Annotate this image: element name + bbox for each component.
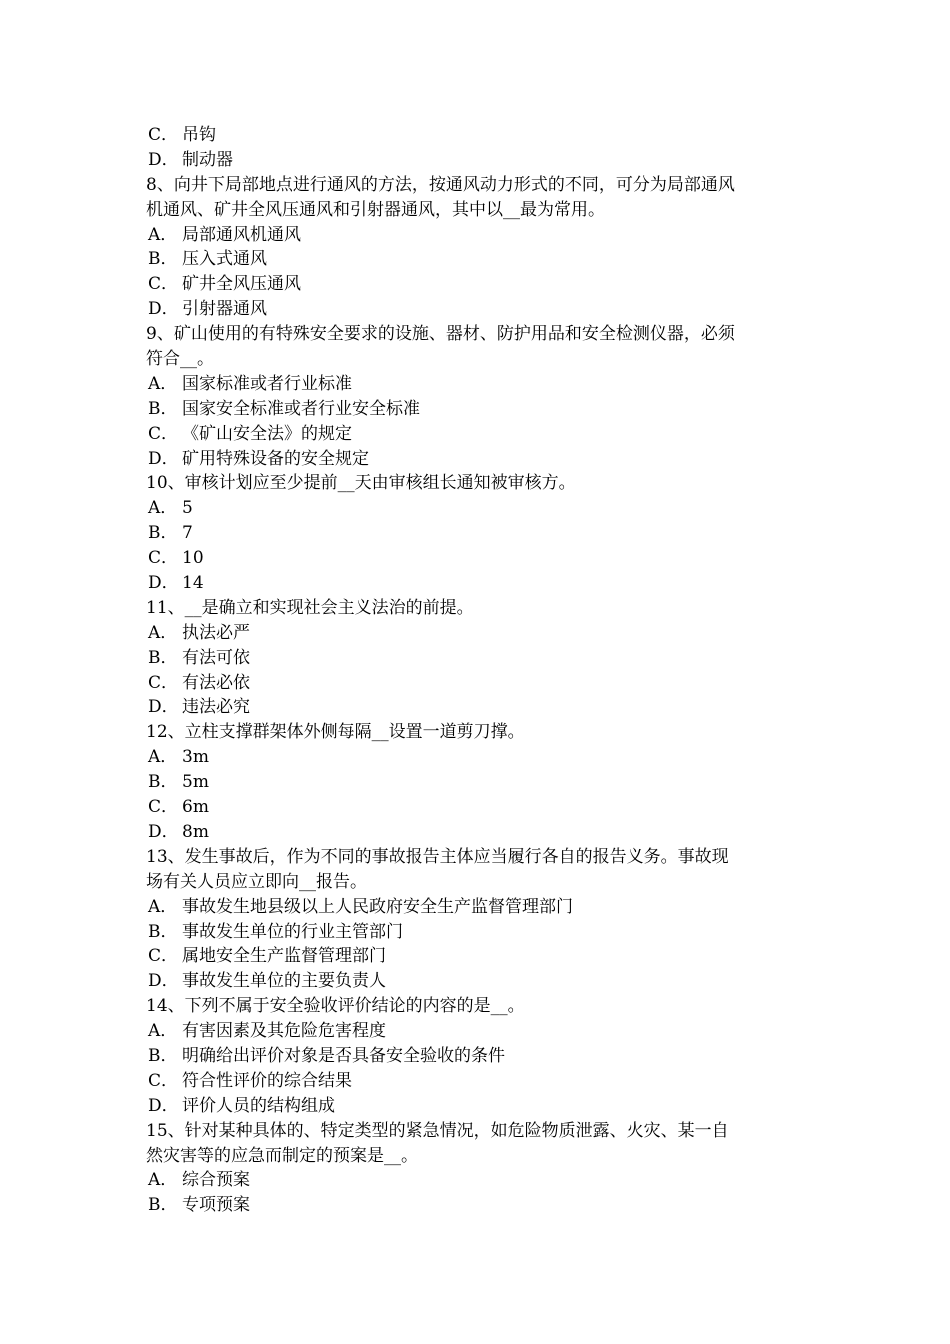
option-c [146,671,812,696]
question-stem: 14、下列不属于安全验收评价结论的内容的是__。 [146,996,525,1017]
option-b [146,770,812,795]
option-letter: C． [148,274,179,295]
option-letter: C． [148,423,179,444]
option-letter: D． [148,1095,179,1116]
option-text: 执法必严 [182,622,250,643]
option-letter: A． [148,1170,178,1191]
option-letter: D． [148,821,179,842]
question-stem: 然灾害等的应急而制定的预案是__。 [146,1145,418,1166]
option-b [146,521,812,546]
option-text: 5 [182,498,193,519]
option-letter: A． [148,1021,178,1042]
option-text: 3m [182,747,209,768]
option-text: 《矿山安全法》的规定 [182,423,352,444]
option-a [146,372,812,397]
option-letter: C． [148,797,179,818]
option-letter: C． [148,1070,179,1091]
option-a [146,745,812,770]
option-letter: A． [148,373,178,394]
option-text: 压入式通风 [182,249,267,270]
option-c [146,795,812,820]
option-letter: A． [148,498,178,519]
option-d [146,447,812,472]
option-b [146,247,812,272]
option-text: 评价人员的结构组成 [182,1095,335,1116]
option-a [146,223,812,248]
option-letter: C． [148,946,179,967]
question-stem: 10、审核计划应至少提前__天由审核组长通知被审核方。 [146,473,576,494]
option-text: 综合预案 [182,1170,250,1191]
option-text: 事故发生地县级以上人民政府安全生产监督管理部门 [182,896,573,917]
option-c [146,546,812,571]
option-text: 6m [182,797,209,818]
option-text: 局部通风机通风 [182,224,301,245]
option-b [146,1044,812,1069]
option-letter: D． [148,971,179,992]
option-c [146,272,812,297]
option-c [146,1069,812,1094]
option-letter: D． [148,697,179,718]
option-letter: B． [148,523,178,544]
option-text: 矿井全风压通风 [182,274,301,295]
option-letter: B． [148,647,178,668]
option-c [146,123,812,148]
option-text: 事故发生单位的行业主管部门 [182,921,403,942]
option-text: 7 [182,523,193,544]
option-b [146,646,812,671]
option-letter: A． [148,224,178,245]
option-text: 符合性评价的综合结果 [182,1070,352,1091]
option-a [146,621,812,646]
option-letter: C． [148,672,179,693]
option-letter: A． [148,747,178,768]
option-text: 8m [182,821,209,842]
option-d [146,148,812,173]
question-stem: 11、__是确立和实现社会主义法治的前提。 [146,597,474,618]
option-letter: C． [148,548,179,569]
option-b [146,920,812,945]
option-text: 违法必究 [182,697,250,718]
option-text: 10 [182,548,204,569]
question-list [146,123,812,1218]
option-a [146,895,812,920]
option-letter: B． [148,772,178,793]
option-text: 制动器 [182,149,233,170]
option-a [146,1168,812,1193]
question-stem: 13、发生事故后，作为不同的事故报告主体应当履行各自的报告义务。事故现 [146,846,729,867]
question-stem: 符合__。 [146,349,214,370]
option-text: 引射器通风 [182,299,267,320]
option-text: 有法必依 [182,672,250,693]
option-text: 矿用特殊设备的安全规定 [182,448,369,469]
option-text: 国家安全标准或者行业安全标准 [182,398,420,419]
question-stem: 8、向井下局部地点进行通风的方法，按通风动力形式的不同，可分为局部通风 [146,174,735,195]
option-text: 事故发生单位的主要负责人 [182,971,386,992]
option-text: 国家标准或者行业标准 [182,373,352,394]
option-d [146,969,812,994]
option-d [146,820,812,845]
option-c [146,944,812,969]
option-text: 有法可依 [182,647,250,668]
option-text: 吊钩 [182,125,216,145]
option-text: 5m [182,772,209,793]
option-a [146,1019,812,1044]
option-letter: B． [148,1045,178,1066]
option-b [146,1193,812,1218]
option-text: 明确给出评价对象是否具备安全验收的条件 [182,1045,505,1066]
option-text: 专项预案 [182,1195,250,1216]
question-stem: 12、立柱支撑群架体外侧每隔__设置一道剪刀撑。 [146,722,525,743]
option-letter: A． [148,896,178,917]
option-text: 有害因素及其危险危害程度 [182,1021,386,1042]
option-letter: A． [148,622,178,643]
option-d [146,695,812,720]
option-d [146,1094,812,1119]
option-letter: C． [148,125,179,145]
option-d [146,297,812,322]
question-stem: 机通风、矿井全风压通风和引射器通风，其中以__最为常用。 [146,199,605,220]
option-b [146,397,812,422]
option-text: 属地安全生产监督管理部门 [182,946,386,967]
option-letter: B． [148,921,178,942]
option-d [146,571,812,596]
question-stem: 15、针对某种具体的、特定类型的紧急情况，如危险物质泄露、火灾、某一自 [146,1120,729,1141]
option-letter: D． [148,573,179,594]
option-c [146,422,812,447]
option-a [146,496,812,521]
option-letter: B． [148,1195,178,1216]
option-letter: D． [148,149,179,170]
question-stem: 场有关人员应立即向__报告。 [146,871,367,892]
option-letter: B． [148,249,178,270]
option-letter: D． [148,448,179,469]
option-text: 14 [182,573,204,594]
question-stem: 9、矿山使用的有特殊安全要求的设施、器材、防护用品和安全检测仪器，必须 [146,324,735,345]
option-letter: B． [148,398,178,419]
option-letter: D． [148,299,179,320]
